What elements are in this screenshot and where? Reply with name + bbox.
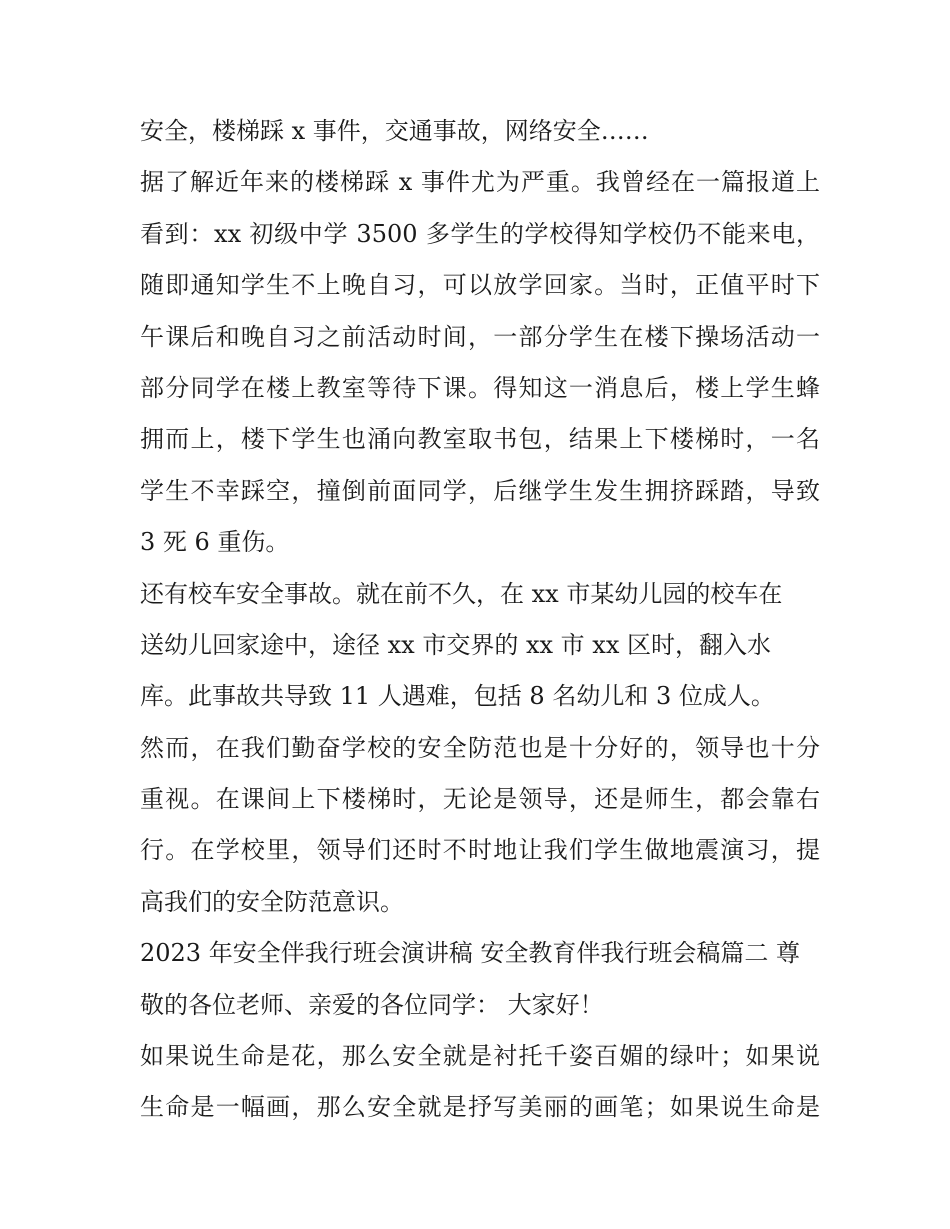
text-line: 送幼儿回家途中，途径 xx 市交界的 xx 市 xx 区时，翻入水 [140,630,771,659]
document-body [140,106,820,1134]
text-line: 敬的各位老师、亲爱的各位同学： 大家好！ [140,990,604,1019]
text-line: 2023 年安全伴我行班会演讲稿 安全教育伴我行班会稿篇二 尊 [140,939,800,968]
text-line: 午课后和晚自习之前活动时间，一部分学生在楼下操场活动一 [140,322,820,351]
text-line: 重视。在课间上下楼梯时，无论是领导，还是师生，都会靠右 [140,785,820,814]
text-line: 部分同学在楼上教室等待下课。得知这一消息后，楼上学生蜂 [140,373,820,402]
text-line: 3 死 6 重伤。 [140,528,290,557]
text-line: 然而，在我们勤奋学校的安全防范也是十分好的，领导也十分 [140,733,820,762]
text-line: 随即通知学生不上晚自习，可以放学回家。当时，正值平时下 [140,271,820,300]
text-line: 行。在学校里，领导们还时不时地让我们学生做地震演习，提 [140,836,820,865]
text-line: 如果说生命是花，那么安全就是衬托千姿百媚的绿叶；如果说 [140,1042,820,1071]
text-line: 还有校车安全事故。就在前不久，在 xx 市某幼儿园的校车在 [140,579,783,608]
text-line: 拥而上，楼下学生也涌向教室取书包，结果上下楼梯时，一名 [140,425,820,454]
text-line: 学生不幸踩空，撞倒前面同学，后继学生发生拥挤踩踏，导致 [140,476,820,505]
text-line: 生命是一幅画，那么安全就是抒写美丽的画笔；如果说生命是 [140,1093,820,1122]
text-line: 看到：xx 初级中学 3500 多学生的学校得知学校仍不能来电， [140,219,820,248]
text-line: 安全，楼梯踩 x 事件，交通事故，网络安全…… [140,117,649,145]
text-line: 高我们的安全防范意识。 [140,887,404,916]
text-line: 据了解近年来的楼梯踩 x 事件尤为严重。我曾经在一篇报道上 [140,168,820,197]
text-line: 库。此事故共导致 11 人遇难，包括 8 名幼儿和 3 位成人。 [140,682,775,711]
